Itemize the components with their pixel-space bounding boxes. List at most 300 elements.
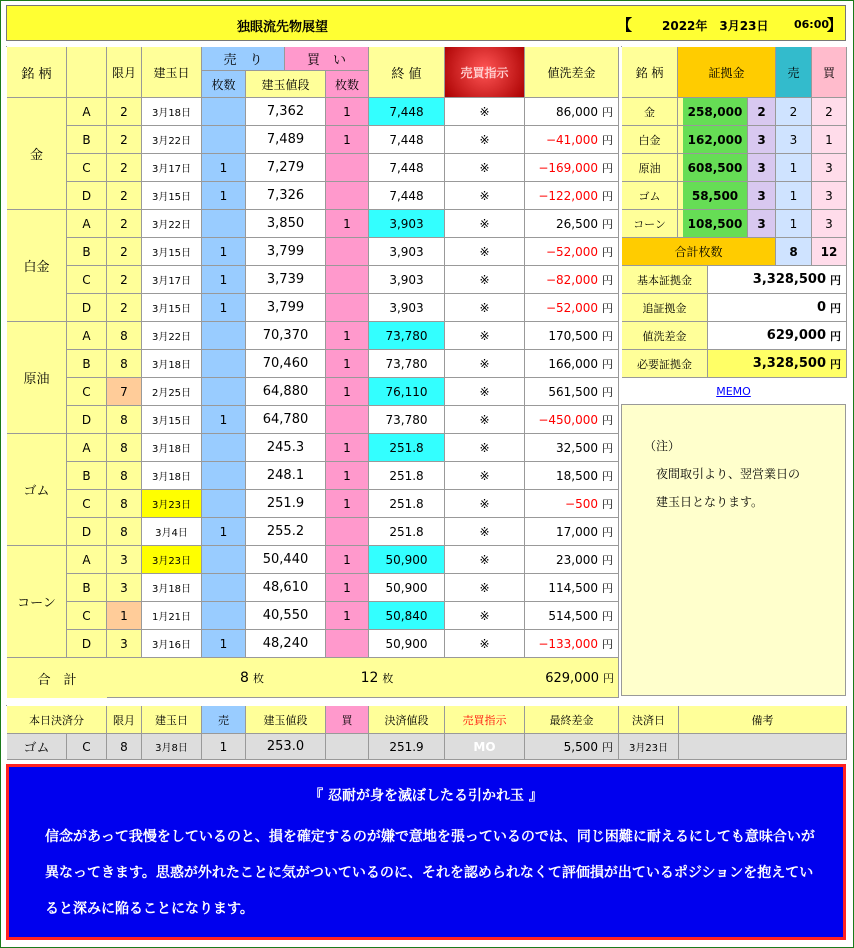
entry-price: 64,880 — [246, 378, 326, 406]
entry-date: 3月23日 — [142, 490, 202, 518]
instruction-mark: ※ — [445, 630, 525, 658]
instruction-mark: ※ — [445, 294, 525, 322]
buy-count: 1 — [326, 378, 369, 406]
close-price: 73,780 — [369, 406, 445, 434]
col-date-header: 建玉日 — [142, 47, 202, 98]
brand-name-3: ゴム — [7, 434, 67, 546]
yen-unit: 円 — [602, 497, 613, 511]
contract-month: 8 — [107, 490, 142, 518]
sell-count — [202, 490, 246, 518]
contract-month: 3 — [107, 630, 142, 658]
col-price-header: 建玉値段 — [246, 71, 326, 98]
mark-to-market-diff — [525, 490, 619, 518]
contract-month: 2 — [107, 98, 142, 126]
col-sell-header: 売 り — [202, 47, 285, 71]
amount-value: 8 — [240, 670, 249, 686]
amount-value: −169,000 — [538, 160, 598, 175]
sell-count: 1 — [202, 406, 246, 434]
message-box — [6, 764, 846, 940]
total-label: 合 計 — [7, 658, 107, 698]
instruction-mark: ※ — [445, 210, 525, 238]
mark-to-market-diff — [525, 462, 619, 490]
settle-header-4: 建玉値段 — [246, 706, 326, 734]
positions-table — [6, 46, 614, 688]
close-price: 3,903 — [369, 210, 445, 238]
side-brand-name: 白金 — [622, 126, 678, 154]
amount-value: −82,000 — [545, 272, 598, 287]
contract-month: 8 — [107, 350, 142, 378]
instruction-mark: ※ — [445, 182, 525, 210]
amount-value: 32,500 — [556, 440, 598, 455]
settle-header-1: 限月 — [107, 706, 142, 734]
yen-unit: 円 — [602, 217, 613, 231]
yen-unit: 円 — [602, 637, 613, 651]
side-sell-count: 1 — [776, 210, 812, 238]
contract-month: 2 — [107, 210, 142, 238]
amount-value: 18,500 — [556, 468, 598, 483]
side-brand-name: 原油 — [622, 154, 678, 182]
contract-month: 2 — [107, 182, 142, 210]
entry-price: 3,799 — [246, 294, 326, 322]
yen-unit: 円 — [830, 329, 841, 343]
mark-to-market-diff — [525, 266, 619, 294]
close-price: 3,903 — [369, 238, 445, 266]
amount-value: 114,500 — [548, 580, 598, 595]
position-label: B — [67, 126, 107, 154]
report-date: 2022年 3月23日 — [662, 19, 769, 33]
entry-date: 3月17日 — [142, 154, 202, 182]
close-price: 50,840 — [369, 602, 445, 630]
report-time: 06:00 — [794, 18, 830, 31]
entry-price: 50,440 — [246, 546, 326, 574]
instruction-mark: ※ — [445, 462, 525, 490]
additional-margin-value — [708, 294, 847, 322]
contract-month: 8 — [107, 406, 142, 434]
amount-value: 629,000 — [545, 670, 599, 686]
entry-date: 3月18日 — [142, 98, 202, 126]
contract-month: 2 — [107, 266, 142, 294]
entry-date: 3月16日 — [142, 630, 202, 658]
side-margin-value: 58,500 — [683, 182, 748, 210]
settle-brand: ゴム — [7, 734, 67, 760]
yen-unit: 円 — [602, 581, 613, 595]
yen-unit: 円 — [602, 301, 613, 315]
side-brand-name: ゴム — [622, 182, 678, 210]
contract-month: 2 — [107, 154, 142, 182]
close-price: 50,900 — [369, 546, 445, 574]
buy-count: 1 — [326, 462, 369, 490]
basic-margin-value — [708, 266, 847, 294]
side-margin-count: 3 — [748, 126, 776, 154]
brand-name-0: 金 — [7, 98, 67, 210]
col-diff-header: 値洗差金 — [525, 47, 619, 98]
side-buy-count: 1 — [812, 126, 847, 154]
side-total-buy: 12 — [812, 238, 847, 266]
entry-price: 40,550 — [246, 602, 326, 630]
amount-value: 514,500 — [548, 608, 598, 623]
sell-count — [202, 546, 246, 574]
instruction-mark: ※ — [445, 406, 525, 434]
entry-date: 3月15日 — [142, 182, 202, 210]
buy-count: 1 — [326, 434, 369, 462]
yen-unit: 円 — [602, 245, 613, 259]
side-sell-count: 1 — [776, 154, 812, 182]
yen-unit: 円 — [830, 273, 841, 287]
buy-count — [326, 518, 369, 546]
yen-unit: 円 — [602, 357, 613, 371]
buy-count: 1 — [326, 126, 369, 154]
memo-link[interactable]: MEMO — [716, 384, 751, 398]
col-month-header: 限月 — [107, 47, 142, 98]
entry-date: 2月25日 — [142, 378, 202, 406]
sell-count — [202, 350, 246, 378]
side-buy-count: 2 — [812, 98, 847, 126]
amount-value: 5,500 — [563, 739, 598, 754]
close-price: 73,780 — [369, 350, 445, 378]
additional-margin-label: 追証拠金 — [622, 294, 708, 322]
message-body: 信念があって我慢をしているのと、損を確定するのが嫌で意地を張っているのでは、同じ困難に耐えるにしても意味合いが異なってきます。思惑が外れたことに気がついているのに、それを認められなくて評価損が出ているポジションを抱えていると深みに陥ることになります。 — [45, 829, 815, 917]
position-label: D — [67, 630, 107, 658]
amount-value: −450,000 — [538, 412, 598, 427]
settle-header-9: 決済日 — [619, 706, 679, 734]
yen-unit: 円 — [602, 273, 613, 287]
position-label: D — [67, 294, 107, 322]
instruction-mark: ※ — [445, 98, 525, 126]
buy-count: 1 — [326, 546, 369, 574]
mark-to-market-diff — [525, 126, 619, 154]
settle-header-0: 本日決済分 — [7, 706, 107, 734]
entry-date: 3月18日 — [142, 574, 202, 602]
buy-count: 1 — [326, 602, 369, 630]
amount-value: 3,328,500 — [752, 272, 826, 287]
mark-to-market-diff — [525, 378, 619, 406]
entry-date: 3月23日 — [142, 546, 202, 574]
margin-summary-table — [621, 46, 841, 371]
instruction-mark: ※ — [445, 574, 525, 602]
settle-month: 8 — [107, 734, 142, 760]
amount-value: 166,000 — [548, 356, 598, 371]
mark-to-market-diff — [525, 630, 619, 658]
entry-price: 48,610 — [246, 574, 326, 602]
memo-note-label: （注） — [644, 439, 681, 453]
entry-date: 3月18日 — [142, 462, 202, 490]
instruction-mark: ※ — [445, 518, 525, 546]
buy-count — [326, 294, 369, 322]
entry-price: 7,489 — [246, 126, 326, 154]
side-diff-label: 値洗差金 — [622, 322, 708, 350]
side-margin-header: 証拠金 — [678, 47, 776, 98]
sell-count: 1 — [202, 518, 246, 546]
yen-unit: 円 — [602, 469, 613, 483]
entry-price: 3,739 — [246, 266, 326, 294]
close-price: 251.8 — [369, 490, 445, 518]
required-margin-value — [708, 350, 847, 378]
required-margin-label: 必要証拠金 — [622, 350, 708, 378]
position-label: C — [67, 490, 107, 518]
position-label: B — [67, 350, 107, 378]
sell-count — [202, 98, 246, 126]
position-label: C — [67, 378, 107, 406]
mark-to-market-diff — [525, 210, 619, 238]
mark-to-market-diff — [525, 350, 619, 378]
settle-date: 3月23日 — [619, 734, 679, 760]
instruction-mark: ※ — [445, 546, 525, 574]
col-sub-header — [67, 47, 107, 98]
close-price: 3,903 — [369, 266, 445, 294]
side-margin-value: 608,500 — [683, 154, 748, 182]
sell-count: 1 — [202, 238, 246, 266]
entry-date: 3月22日 — [142, 322, 202, 350]
settle-header-7: 売買指示 — [445, 706, 525, 734]
position-label: A — [67, 210, 107, 238]
position-label: A — [67, 546, 107, 574]
instruction-mark: ※ — [445, 238, 525, 266]
side-total-sell: 8 — [776, 238, 812, 266]
mark-to-market-diff — [525, 546, 619, 574]
amount-value: 0 — [816, 300, 826, 315]
bracket-left: 【 — [617, 16, 633, 34]
contract-month: 7 — [107, 378, 142, 406]
yen-unit: 円 — [830, 301, 841, 315]
entry-date: 3月15日 — [142, 294, 202, 322]
sell-count: 1 — [202, 266, 246, 294]
entry-date: 3月15日 — [142, 238, 202, 266]
sell-count: 1 — [202, 182, 246, 210]
entry-price: 64,780 — [246, 406, 326, 434]
close-price: 251.8 — [369, 518, 445, 546]
yen-unit: 円 — [602, 133, 613, 147]
instruction-mark: ※ — [445, 126, 525, 154]
contract-month: 8 — [107, 462, 142, 490]
mark-to-market-diff — [525, 154, 619, 182]
entry-price: 70,460 — [246, 350, 326, 378]
side-brand-name: コーン — [622, 210, 678, 238]
buy-count — [326, 266, 369, 294]
side-margin-value: 162,000 — [683, 126, 748, 154]
yen-unit: 円 — [602, 161, 613, 175]
yen-unit: 円 — [602, 740, 613, 754]
instruction-mark: ※ — [445, 378, 525, 406]
col-brand-header: 銘 柄 — [7, 47, 67, 98]
settle-note — [679, 734, 847, 760]
settle-header-8: 最終差金 — [525, 706, 619, 734]
close-price: 251.8 — [369, 462, 445, 490]
amount-value: −122,000 — [538, 188, 598, 203]
yen-unit: 枚 — [382, 672, 394, 685]
instruction-mark: ※ — [445, 322, 525, 350]
sell-count — [202, 462, 246, 490]
memo-line-2: 建玉日となります。 — [656, 495, 764, 509]
entry-date: 3月15日 — [142, 406, 202, 434]
sell-count — [202, 434, 246, 462]
contract-month: 8 — [107, 434, 142, 462]
col-buy-count-header: 枚数 — [326, 71, 369, 98]
close-price: 7,448 — [369, 98, 445, 126]
close-price: 73,780 — [369, 322, 445, 350]
side-margin-count: 3 — [748, 182, 776, 210]
side-sell-count: 1 — [776, 182, 812, 210]
settle-price: 251.9 — [369, 734, 445, 760]
basic-margin-label: 基本証拠金 — [622, 266, 708, 294]
col-instruct-header: 売買指示 — [445, 47, 525, 98]
col-close-header: 終 値 — [369, 47, 445, 98]
position-label: A — [67, 434, 107, 462]
entry-price: 48,240 — [246, 630, 326, 658]
yen-unit: 円 — [602, 441, 613, 455]
bracket-right: 】 — [827, 16, 843, 34]
mark-to-market-diff — [525, 574, 619, 602]
settle-buy-count — [326, 734, 369, 760]
side-margin-count: 2 — [748, 98, 776, 126]
amount-value: −41,000 — [545, 132, 598, 147]
contract-month: 3 — [107, 546, 142, 574]
buy-count: 1 — [326, 210, 369, 238]
mark-to-market-diff — [525, 98, 619, 126]
instruction-mark: ※ — [445, 350, 525, 378]
sell-count — [202, 322, 246, 350]
settle-final-diff — [525, 734, 619, 760]
close-price: 7,448 — [369, 126, 445, 154]
total-diff — [507, 658, 619, 698]
settle-header-5: 買 — [326, 706, 369, 734]
total-buy — [327, 658, 427, 698]
side-buy-count: 3 — [812, 210, 847, 238]
position-label: A — [67, 322, 107, 350]
sell-count — [202, 378, 246, 406]
settle-instruction: MO — [445, 734, 525, 760]
instruction-mark: ※ — [445, 602, 525, 630]
total-sell — [202, 658, 302, 698]
contract-month: 2 — [107, 238, 142, 266]
sell-count: 1 — [202, 294, 246, 322]
side-total-label: 合計枚数 — [622, 238, 776, 266]
position-label: C — [67, 154, 107, 182]
settle-header-6: 決済値段 — [369, 706, 445, 734]
position-label: C — [67, 266, 107, 294]
entry-price: 255.2 — [246, 518, 326, 546]
buy-count: 1 — [326, 350, 369, 378]
side-sell-header: 売 — [776, 47, 812, 98]
position-label: B — [67, 462, 107, 490]
close-price: 3,903 — [369, 294, 445, 322]
yen-unit: 円 — [602, 609, 613, 623]
buy-count: 1 — [326, 490, 369, 518]
yen-unit: 円 — [602, 189, 613, 203]
mark-to-market-diff — [525, 322, 619, 350]
memo-line-1: 夜間取引より、翌営業日の — [656, 467, 801, 481]
mark-to-market-diff — [525, 406, 619, 434]
instruction-mark: ※ — [445, 154, 525, 182]
yen-unit: 円 — [830, 357, 841, 371]
buy-count: 1 — [326, 322, 369, 350]
entry-price: 3,799 — [246, 238, 326, 266]
buy-count — [326, 406, 369, 434]
side-margin-count: 3 — [748, 210, 776, 238]
settle-header-2: 建玉日 — [142, 706, 202, 734]
close-price: 7,448 — [369, 182, 445, 210]
settle-header-10: 備考 — [679, 706, 847, 734]
sell-count: 1 — [202, 630, 246, 658]
settle-position-label: C — [67, 734, 107, 760]
contract-month: 1 — [107, 602, 142, 630]
position-label: D — [67, 406, 107, 434]
close-price: 50,900 — [369, 574, 445, 602]
close-price: 50,900 — [369, 630, 445, 658]
amount-value: 86,000 — [556, 104, 598, 119]
mark-to-market-diff — [525, 238, 619, 266]
yen-unit: 円 — [602, 105, 613, 119]
side-brand-header: 銘 柄 — [622, 47, 678, 98]
yen-unit: 円 — [602, 329, 613, 343]
settlement-table — [6, 705, 774, 756]
message-title: 『 忍耐が身を滅ぼしたる引かれ玉 』 — [309, 788, 543, 804]
entry-price: 70,370 — [246, 322, 326, 350]
entry-price: 248.1 — [246, 462, 326, 490]
brand-name-1: 白金 — [7, 210, 67, 322]
amount-value: 23,000 — [556, 552, 598, 567]
side-brand-name: 金 — [622, 98, 678, 126]
instruction-mark: ※ — [445, 490, 525, 518]
side-sell-count: 2 — [776, 98, 812, 126]
contract-month: 3 — [107, 574, 142, 602]
amount-value: 561,500 — [548, 384, 598, 399]
entry-price: 3,850 — [246, 210, 326, 238]
mark-to-market-diff — [525, 518, 619, 546]
yen-unit: 円 — [602, 413, 613, 427]
side-margin-value: 108,500 — [683, 210, 748, 238]
yen-unit: 円 — [602, 385, 613, 399]
amount-value: −52,000 — [545, 300, 598, 315]
position-label: B — [67, 238, 107, 266]
close-price: 76,110 — [369, 378, 445, 406]
buy-count — [326, 182, 369, 210]
page-title: 独眼流先物展望 — [237, 20, 329, 35]
contract-month: 8 — [107, 518, 142, 546]
brand-name-4: コーン — [7, 546, 67, 658]
mark-to-market-diff — [525, 602, 619, 630]
contract-month: 2 — [107, 294, 142, 322]
entry-date: 3月22日 — [142, 126, 202, 154]
buy-count — [326, 238, 369, 266]
amount-value: −52,000 — [545, 244, 598, 259]
instruction-mark: ※ — [445, 266, 525, 294]
side-sell-count: 3 — [776, 126, 812, 154]
entry-price: 245.3 — [246, 434, 326, 462]
amount-value: 629,000 — [766, 328, 826, 343]
buy-count — [326, 154, 369, 182]
header-bar — [6, 5, 846, 41]
position-label: A — [67, 98, 107, 126]
amount-value: 26,500 — [556, 216, 598, 231]
amount-value: 17,000 — [556, 524, 598, 539]
side-diff-value — [708, 322, 847, 350]
amount-value: −133,000 — [538, 636, 598, 651]
close-price: 7,448 — [369, 154, 445, 182]
memo-panel — [621, 404, 846, 696]
entry-price: 7,279 — [246, 154, 326, 182]
sell-count: 1 — [202, 154, 246, 182]
col-buy-header: 買 い — [285, 47, 369, 71]
yen-unit: 円 — [602, 553, 613, 567]
position-label: D — [67, 182, 107, 210]
entry-price: 7,362 — [246, 98, 326, 126]
buy-count — [326, 630, 369, 658]
settle-entry-date: 3月8日 — [142, 734, 202, 760]
sell-count — [202, 574, 246, 602]
entry-date: 3月18日 — [142, 434, 202, 462]
col-sell-count-header: 枚数 — [202, 71, 246, 98]
entry-price: 251.9 — [246, 490, 326, 518]
